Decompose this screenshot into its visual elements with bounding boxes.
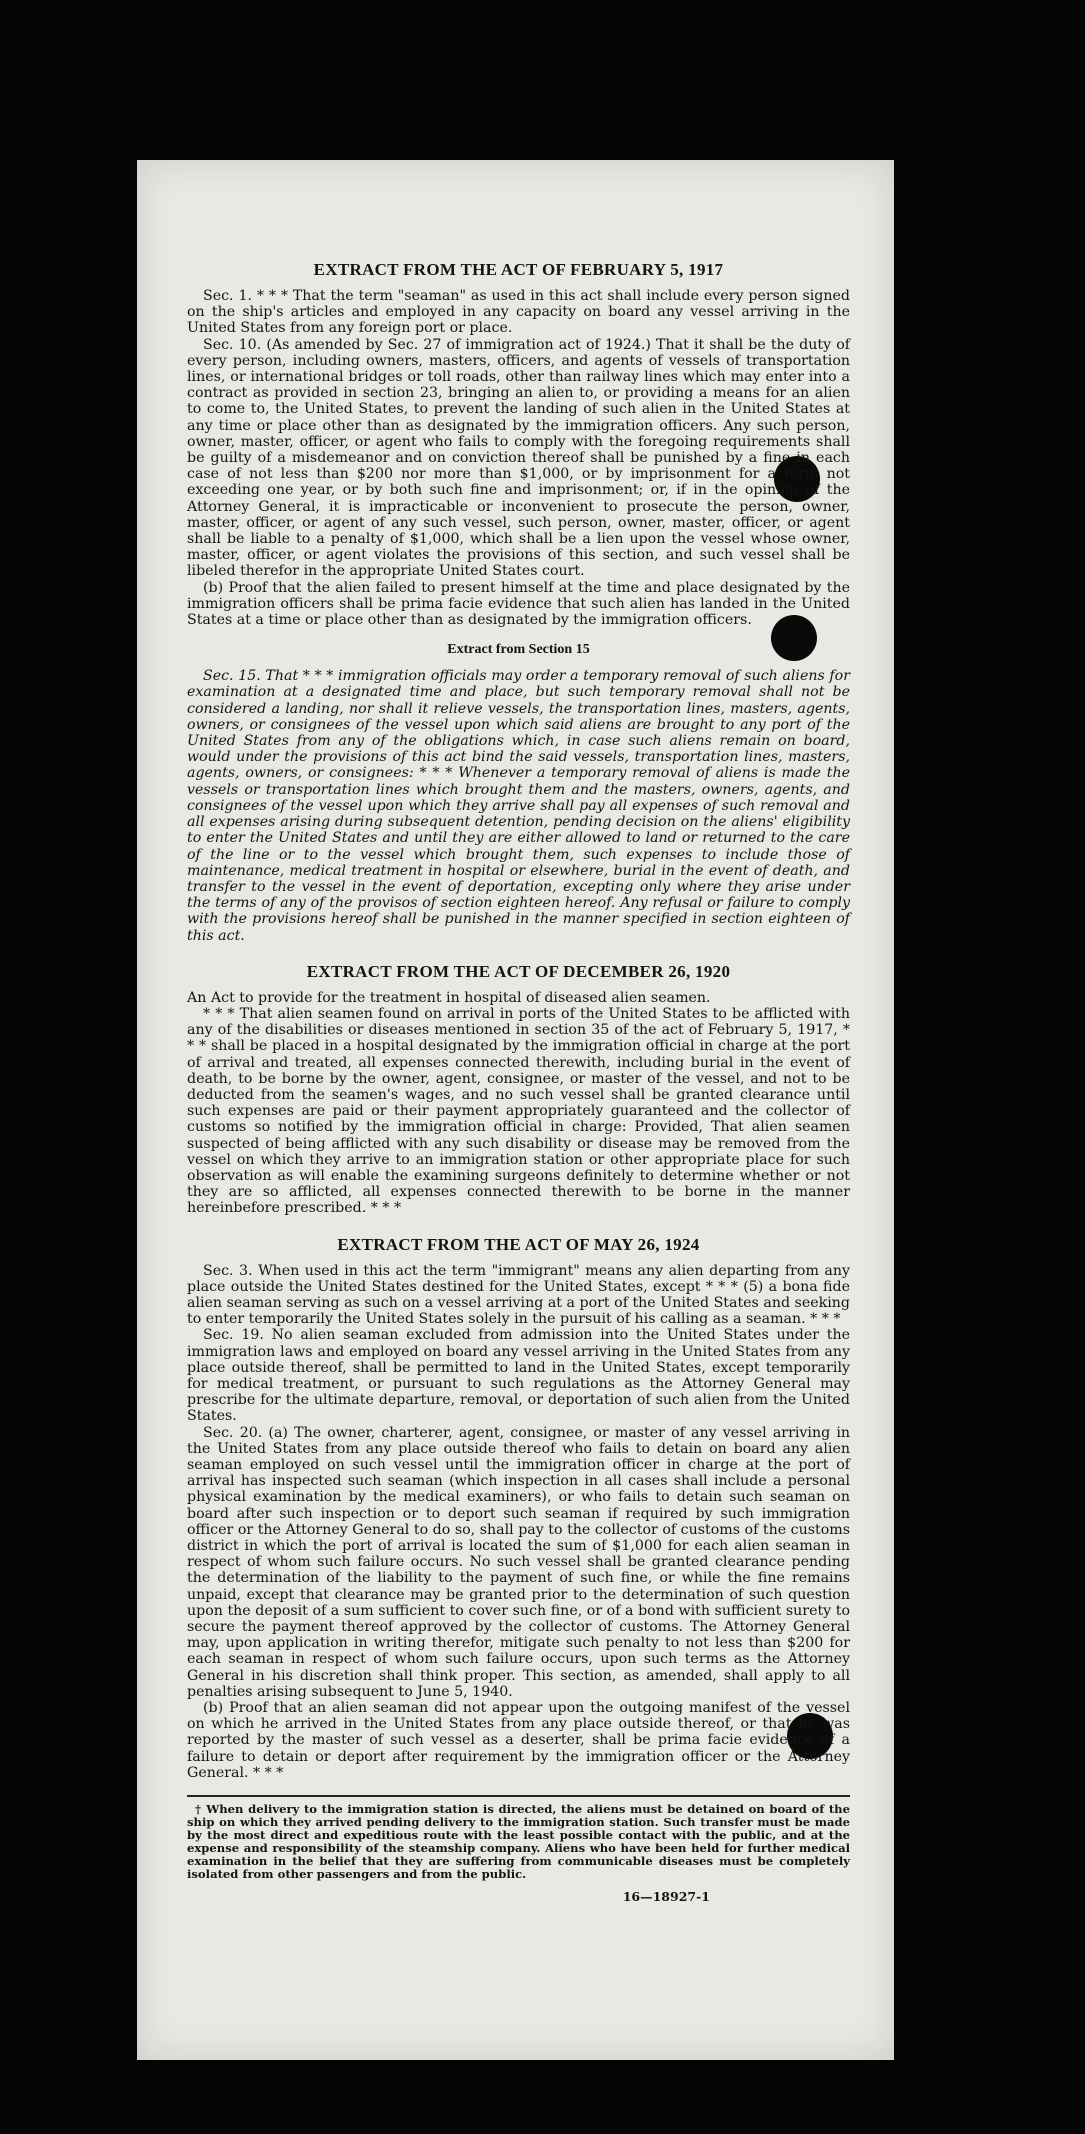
- heading-act-1924: EXTRACT FROM THE ACT OF MAY 26, 1924: [337, 1234, 700, 1254]
- paragraph-sec20b: (b) Proof that an alien seaman did not appear upon the outgoing manifest of the vessel on which he arrived in the United States from any place outside thereof, or that he was reported by the master of such vessel as a deserter, shall be prima facie evidence of a failure to detain or deport after requirement by the immigration officer or the Attorney General. * * *: [187, 1700, 850, 1781]
- footnote-text: † When delivery to the immigration station is directed, the aliens must be detained on board of the ship on which they arrived pending delivery to the immigration station. Such transfer must be made by the most direct and expeditious route with the least possible contact with the public, and at the expense and responsibility of the steamship company. Aliens who have been held for further medical examination in the belief that they are suffering from communicable diseases must be completely isolated from other passengers and from the public.: [187, 1802, 850, 1882]
- paragraph-act1920-title: An Act to provide for the treatment in hospital of diseased alien seamen.: [187, 989, 711, 1006]
- footnote: [187, 1803, 850, 1881]
- paragraph-sec3: Sec. 3. When used in this act the term "immigrant" means any alien departing from any place outside the United States destined for the United States, except * * * (5) a bona fide alien seaman serving as such on a vessel arriving at a port of the United States and seeking to enter temporarily the United States solely in the pursuit of his calling as a seaman. * * *: [187, 1262, 850, 1328]
- paragraph-sec20: Sec. 20. (a) The owner, charterer, agent, consignee, or master of any vessel arriving in the United States from any place outside thereof who fails to detain on board any alien seaman employed on such vessel until the immigration officer in charge at the port of arrival has inspected such seaman (which inspection in all cases shall include a personal physical examination by the medical examiners), or who fails to detain such seaman on board after such inspection or to deport such seaman if required by such immigration officer or the Attorney General to do so, shall pay to the collector of customs of the customs district in which the port of arrival is located the sum of $1,000 for each alien seaman in respect of whom such failure occurs. No such vessel shall be granted clearance pending the determination of the liability to the payment of such fine, or while the fine remains unpaid, except that clearance may be granted prior to the determination of such question upon the deposit of a sum sufficient to cover such fine, or of a bond with sufficient surety to secure the payment thereof approved by the collector of customs. The Attorney General may, upon application in writing therefor, mitigate such penalty to not less than $200 for each seaman in respect of whom such failure occurs, upon such terms as the Attorney General in his discretion shall think proper. This section, as amended, shall apply to all penalties arising subsequent to June 5, 1940.: [187, 1424, 850, 1700]
- document-page: [137, 160, 894, 2060]
- paragraph-sec1: Sec. 1. * * * That the term "seaman" as used in this act shall include every person signed on the ship's articles and employed in any capacity on board any vessel arriving in the United States from any foreign port or place.: [187, 288, 850, 337]
- paragraph-sec10: Sec. 10. (As amended by Sec. 27 of immigration act of 1924.) That it shall be the duty of every person, including owners, masters, officers, and agents of vessels of transportation lines, or international bridges or toll roads, other than railway lines which may enter into a contract as provided in section 23, bringing an alien to, or providing a means for an alien to come to, the United States, to prevent the landing of such alien in the United States at any time or place other than as designated by the immigration officers. Any such person, owner, master, officer, or agent who fails to comply with the foregoing requirements shall be guilty of a misdemeanor and on conviction thereof shall be punished by a fine in each case of not less than $200 nor more than $1,000, or by imprisonment for a term not exceeding one year, or by both such fine and imprisonment; or, if in the opinion of the Attorney General, it is impracticable or inconvenient to prosecute the person, owner, master, officer, or agent of any such vessel, such person, owner, master, officer, or agent shall be liable to a penalty of $1,000, which shall be a lien upon the vessel whose owner, master, officer, or agent violates the provisions of this section, and such vessel shall be libeled therefor in the appropriate United States court.: [187, 336, 850, 580]
- document-body: [187, 260, 850, 1904]
- heading-act-1920: EXTRACT FROM THE ACT OF DECEMBER 26, 1920: [306, 961, 731, 981]
- paragraph-sec19: Sec. 19. No alien seaman excluded from admission into the United States under the immigration laws and employed on board any vessel arriving in the United States from any place outside thereof, shall be permitted to land in the United States, except temporarily for medical treatment, or pursuant to such regulations as the Attorney General may prescribe for the ultimate departure, removal, or deportation of such alien from the United States.: [187, 1327, 850, 1425]
- heading-section-15: Extract from Section 15: [447, 642, 590, 658]
- paragraph-sec10b: (b) Proof that the alien failed to present himself at the time and place designated by the immigration officers shall be prima facie evidence that such alien has landed in the United States at a time or place other than as designated by the immigration officers.: [187, 579, 850, 629]
- paragraph-sec15: Sec. 15. That * * * immigration officials may order a temporary removal of such aliens for examination at a designated time and place, but such temporary removal shall not be considered a landing, nor shall it relieve vessels, the transportation lines, masters, agents, owners, or consignees of the vessel upon which said aliens are brought to any port of the United States from any of the obligations which, in case such aliens remain on board, would under the provisions of this act bind the said vessels, transportation lines, masters, agents, owners, or consignees: * * * Whenever a temporary removal of aliens is made the vessels or transportation lines which brought them and the masters, owners, agents, and consignees of the vessel upon which they arrive shall pay all expenses of such removal and all expenses arising during subsequent detention, pending decision on the aliens' eligibility to enter the United States and until they are either allowed to land or returned to the care of the line or to the vessel which brought them, such expenses to include those of maintenance, medical treatment in hospital or elsewhere, burial in the event of death, and transfer to the vessel in the event of deportation, excepting only where they arise under the terms of any of the provisos of section eighteen hereof. Any refusal or failure to comply with the provisions hereof shall be punished in the manner specified in section eighteen of this act.: [187, 668, 850, 944]
- form-number: 16—18927-1: [622, 1889, 710, 1905]
- paragraph-act1920-body: * * * That alien seamen found on arrival in ports of the United States to be afflicted with any of the disabilities or diseases mentioned in section 35 of the act of February 5, 1917, * * * shall be placed in a hospital designated by the immigration official in charge at the port of arrival and treated, all expenses connected therewith, including burial in the event of death, to be borne by the owner, agent, consignee, or master of the vessel, and not to be deducted from the seamen's wages, and no such vessel shall be granted clearance until such expenses are paid or their payment appropriately guaranteed and the collector of customs so notified by the immigration official in charge: Provided, That alien seamen suspected of being afflicted with any such disability or disease may be removed from the vessel on which they arrive to an immigration station or other appropriate place for such observation as will enable the examining surgeons definitely to determine whether or not they are so afflicted, all expenses connected therewith to be borne in the manner hereinbefore prescribed. * * *: [187, 1005, 850, 1217]
- heading-act-1917: EXTRACT FROM THE ACT OF FEBRUARY 5, 1917: [313, 260, 724, 279]
- footnote-divider: [187, 1795, 850, 1797]
